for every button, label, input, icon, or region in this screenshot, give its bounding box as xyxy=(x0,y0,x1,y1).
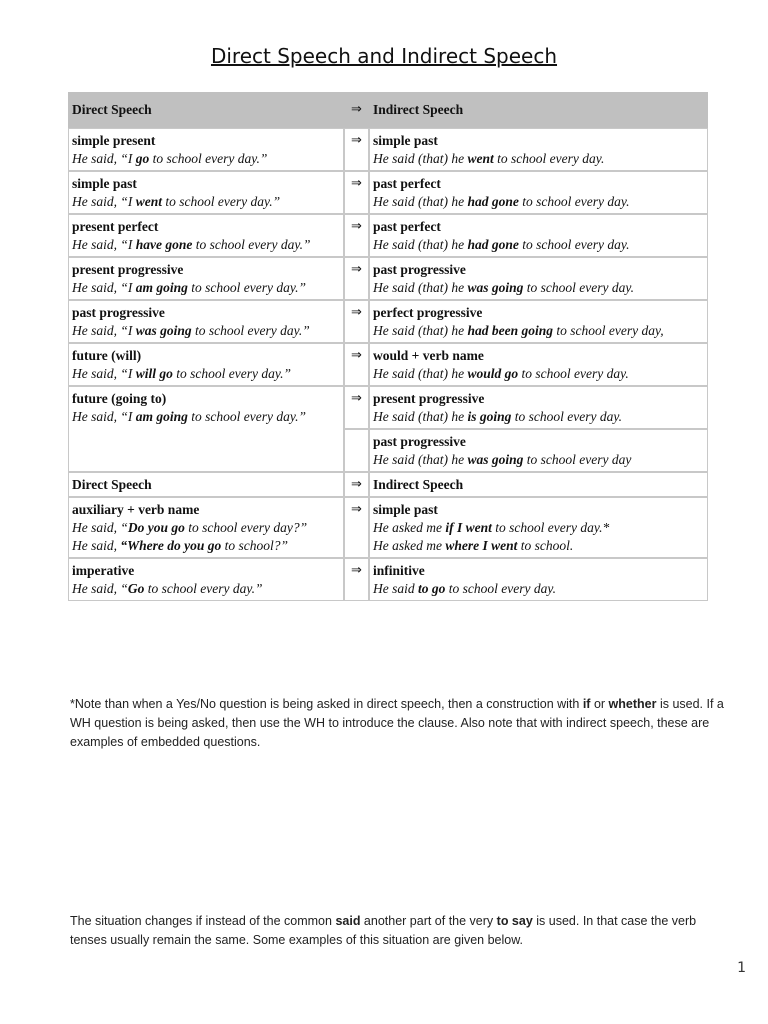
indirect-tense-label: infinitive xyxy=(373,563,425,578)
indirect-example: He asked me where I went to school. xyxy=(373,538,574,553)
direct-tense-label: simple present xyxy=(72,133,156,148)
indirect-example: He said (that) he was going to school every day xyxy=(373,452,632,467)
table-row xyxy=(68,497,708,558)
direct-tense-label: future (will) xyxy=(72,348,142,363)
speech-table xyxy=(68,92,708,601)
header-indirect-speech: Indirect Speech xyxy=(373,102,464,117)
direct-example: He said, “Where do you go to school?” xyxy=(72,538,289,553)
subheader-indirect-speech: Indirect Speech xyxy=(373,477,464,492)
page-title: Direct Speech and Indirect Speech xyxy=(210,44,558,68)
indirect-tense-label: simple past xyxy=(373,502,438,517)
table-subheader-row xyxy=(68,472,708,497)
arrow-icon: ⇒ xyxy=(344,558,369,601)
direct-tense-label: present progressive xyxy=(72,262,184,277)
said-situation-note: The situation changes if instead of the common said another part of the very to say is used. In that case the verb tenses usually remain the same. Some examples of this situation are given below. xyxy=(70,914,697,947)
direct-example: He said, “I was going to school every day.” xyxy=(72,323,310,338)
indirect-example: He said (that) he went to school every day. xyxy=(373,151,605,166)
arrow-icon: ⇒ xyxy=(344,257,369,300)
arrow-icon: ⇒ xyxy=(344,472,369,497)
direct-tense-label: simple past xyxy=(72,176,137,191)
table-row xyxy=(68,257,708,300)
indirect-tense-label: would + verb name xyxy=(373,348,484,363)
subheader-direct-speech: Direct Speech xyxy=(72,477,152,492)
direct-example: He said, “I went to school every day.” xyxy=(72,194,281,209)
indirect-tense-label: simple past xyxy=(373,133,438,148)
direct-tense-label: present perfect xyxy=(72,219,159,234)
header-direct-speech: Direct Speech xyxy=(72,102,152,117)
indirect-example: He said (that) he had gone to school every day. xyxy=(373,194,630,209)
direct-example: He said, “Do you go to school every day?” xyxy=(72,520,308,535)
table-row xyxy=(68,343,708,386)
table-row xyxy=(68,214,708,257)
arrow-icon: ⇒ xyxy=(344,300,369,343)
direct-example: He said, “I have gone to school every day.” xyxy=(72,237,311,252)
indirect-tense-label: past progressive xyxy=(373,434,466,449)
arrow-icon: ⇒ xyxy=(344,386,369,429)
indirect-example: He said (that) he would go to school every day. xyxy=(373,366,629,381)
indirect-tense-label: past perfect xyxy=(373,176,441,191)
table-header-row xyxy=(68,92,708,128)
direct-example: He said, “Go to school every day.” xyxy=(72,581,263,596)
arrow-icon: ⇒ xyxy=(344,171,369,214)
indirect-tense-label: past perfect xyxy=(373,219,441,234)
table-row xyxy=(68,128,708,171)
indirect-example: He said (that) he had gone to school every day. xyxy=(373,237,630,252)
indirect-example: He said to go to school every day. xyxy=(373,581,556,596)
page-number: 1 xyxy=(737,960,746,976)
direct-example: He said, “I go to school every day.” xyxy=(72,151,268,166)
yes-no-question-note: *Note than when a Yes/No question is being asked in direct speech, then a construction with if or whether is used. If a WH question is being asked, then use the WH to introduce the clause. Also note that with indirect speech, these are examples of embedded questions. xyxy=(70,697,724,749)
table-row xyxy=(68,558,708,601)
indirect-example: He said (that) he was going to school every day. xyxy=(373,280,634,295)
direct-example: He said, “I am going to school every day.” xyxy=(72,280,306,295)
indirect-tense-label: perfect progressive xyxy=(373,305,483,320)
arrow-icon: ⇒ xyxy=(344,343,369,386)
indirect-tense-label: present progressive xyxy=(373,391,485,406)
indirect-tense-label: past progressive xyxy=(373,262,466,277)
direct-example: He said, “I am going to school every day.” xyxy=(72,409,306,424)
direct-example: He said, “I will go to school every day.” xyxy=(72,366,291,381)
table-row xyxy=(68,171,708,214)
table-row xyxy=(68,300,708,343)
indirect-example: He said (that) he had been going to school every day, xyxy=(373,323,664,338)
direct-tense-label: auxiliary + verb name xyxy=(72,502,200,517)
indirect-example: He asked me if I went to school every day.* xyxy=(373,520,610,535)
arrow-icon: ⇒ xyxy=(344,497,369,558)
indirect-example: He said (that) he is going to school every day. xyxy=(373,409,622,424)
direct-tense-label: past progressive xyxy=(72,305,165,320)
arrow-icon: ⇒ xyxy=(344,92,369,128)
table-row xyxy=(68,386,708,429)
arrow-icon: ⇒ xyxy=(344,128,369,171)
arrow-icon: ⇒ xyxy=(344,214,369,257)
direct-tense-label: imperative xyxy=(72,563,135,578)
direct-tense-label: future (going to) xyxy=(72,391,167,406)
